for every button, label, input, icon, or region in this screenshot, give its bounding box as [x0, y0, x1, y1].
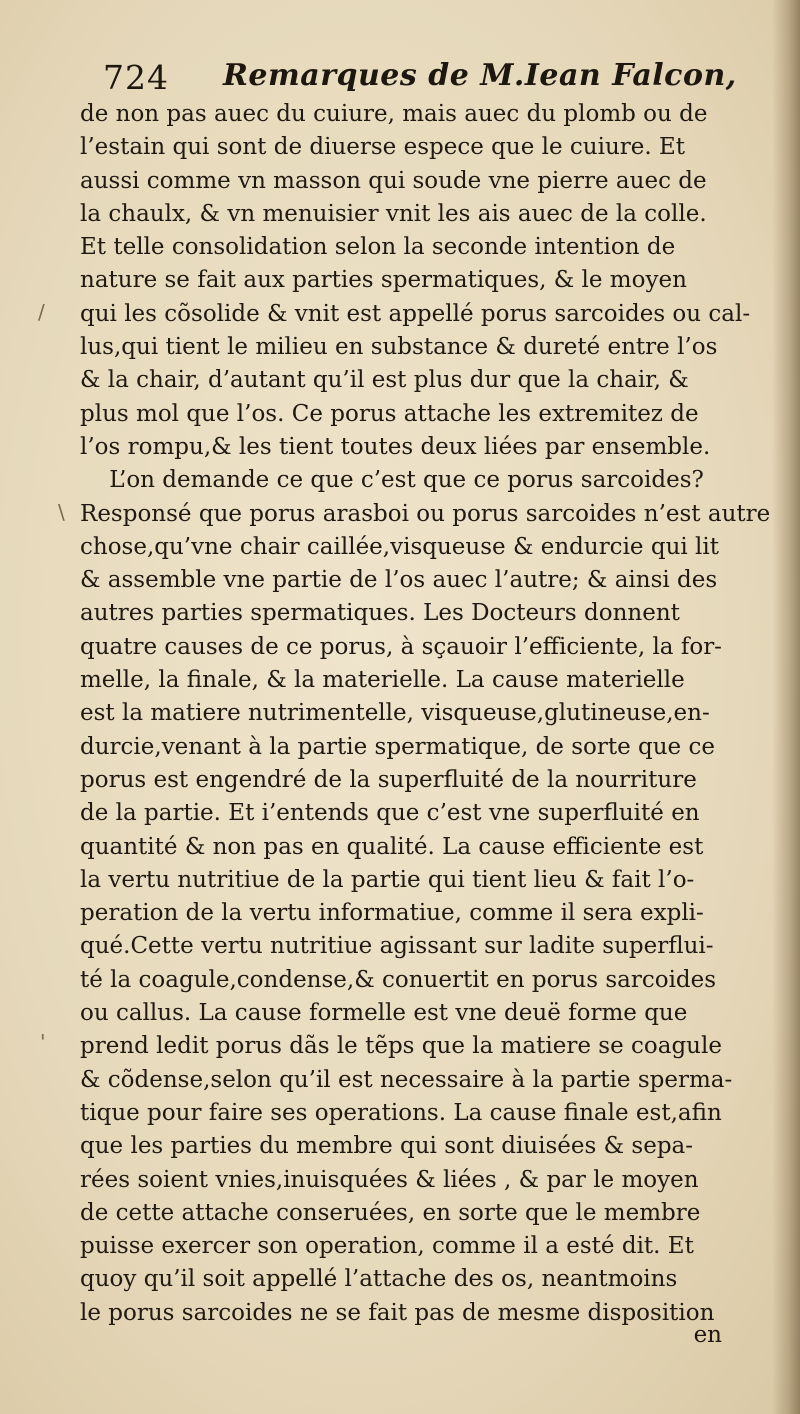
text-line: tique pour faire ses operations. La cause finale est,afin [80, 1099, 722, 1126]
text-line: & assemble vne partie de l’os auec l’autre; & ainsi des [80, 567, 718, 594]
text-line: porus est engendré de la superfluité de la nourriture [80, 766, 697, 793]
running-title: Remarques de M.Iean Falcon, [223, 58, 737, 93]
page-gutter-shadow [772, 0, 800, 1414]
text-line: lus,qui tient le milieu en substance & dureté entre l’os [80, 334, 718, 361]
text-line: peration de la vertu informatiue, comme il sera expli- [80, 900, 704, 927]
text-line: quantité & non pas en qualité. La cause efficiente est [80, 833, 704, 860]
text-line: aussi comme vn masson qui soude vne pierre auec de [80, 167, 707, 194]
text-line: de non pas auec du cuiure, mais auec du plomb ou de [80, 101, 708, 127]
text-line: la chaulx, & vn menuisier vnit les ais auec de la colle. [80, 200, 707, 227]
text-line: prend ledit porus dãs le tẽps que la matiere se coagule [80, 1033, 722, 1060]
page-header [103, 58, 737, 102]
text-line: le porus sarcoides ne se fait pas de mesme disposition [80, 1299, 715, 1326]
margin-mark: ' [40, 1030, 46, 1054]
text-line: ou callus. La cause formelle est vne deuë forme que [80, 1000, 688, 1027]
text-line: qui les cõsolide & vnit est appellé porus sarcoides ou cal- [80, 300, 751, 327]
text-line: & la chair, d’autant qu’il est plus dur que la chair, & [80, 367, 689, 394]
text-line: de la partie. Et i’entends que c’est vne superfluité en [80, 800, 700, 827]
text-line: la vertu nutritiue de la partie qui tient lieu & fait l’o- [80, 866, 695, 893]
text-line: l’estain qui sont de diuerse espece que le cuiure. Et [80, 134, 686, 161]
catchword: en [693, 1322, 722, 1348]
text-line: Et telle consolidation selon la seconde intention de [80, 234, 676, 261]
text-line: qué.Cette vertu nutritiue agissant sur ladite superflui- [80, 933, 714, 960]
text-line: quatre causes de ce porus, à sçauoir l’efficiente, la for- [80, 633, 722, 660]
text-line: de cette attache conseruées, en sorte que le membre [80, 1199, 701, 1226]
margin-mark: / [38, 300, 45, 324]
text-line: melle, la finale, & la materielle. La cause materielle [80, 667, 685, 694]
margin-mark: \ [58, 500, 65, 524]
text-line: té la coagule,condense,& conuertit en porus sarcoides [80, 966, 717, 993]
text-line: rées soient vnies,inuisquées & liées , & par le moyen [80, 1166, 699, 1193]
text-line: quoy qu’il soit appellé l’attache des os, neantmoins [80, 1266, 678, 1293]
text-line: nature se fait aux parties spermatiques, & le moyen [80, 267, 687, 294]
page-number: 724 [103, 58, 169, 97]
body-text [80, 98, 771, 1330]
text-line: puisse exercer son operation, comme il a esté dit. Et [80, 1233, 694, 1260]
text-line: durcie,venant à la partie spermatique, de sorte que ce [80, 733, 715, 760]
text-line: L’on demande ce que c’est que ce porus sarcoides? [80, 467, 704, 494]
text-line: autres parties spermatiques. Les Docteurs donnent [80, 600, 680, 627]
text-line: Responsé que porus arasboi ou porus sarcoides n’est autre [80, 500, 771, 527]
text-line: & cõdense,selon qu’il est necessaire à la partie sperma- [80, 1066, 733, 1093]
text-line: que les parties du membre qui sont diuisées & sepa- [80, 1133, 694, 1160]
text-line: est la matiere nutrimentelle, visqueuse,glutineuse,en- [80, 700, 710, 727]
text-line: plus mol que l’os. Ce porus attache les extremitez de [80, 400, 699, 427]
text-line: chose,qu’vne chair caillée,visqueuse & endurcie qui lit [80, 533, 720, 560]
text-line: l’os rompu,& les tient toutes deux liées par ensemble. [80, 433, 711, 460]
